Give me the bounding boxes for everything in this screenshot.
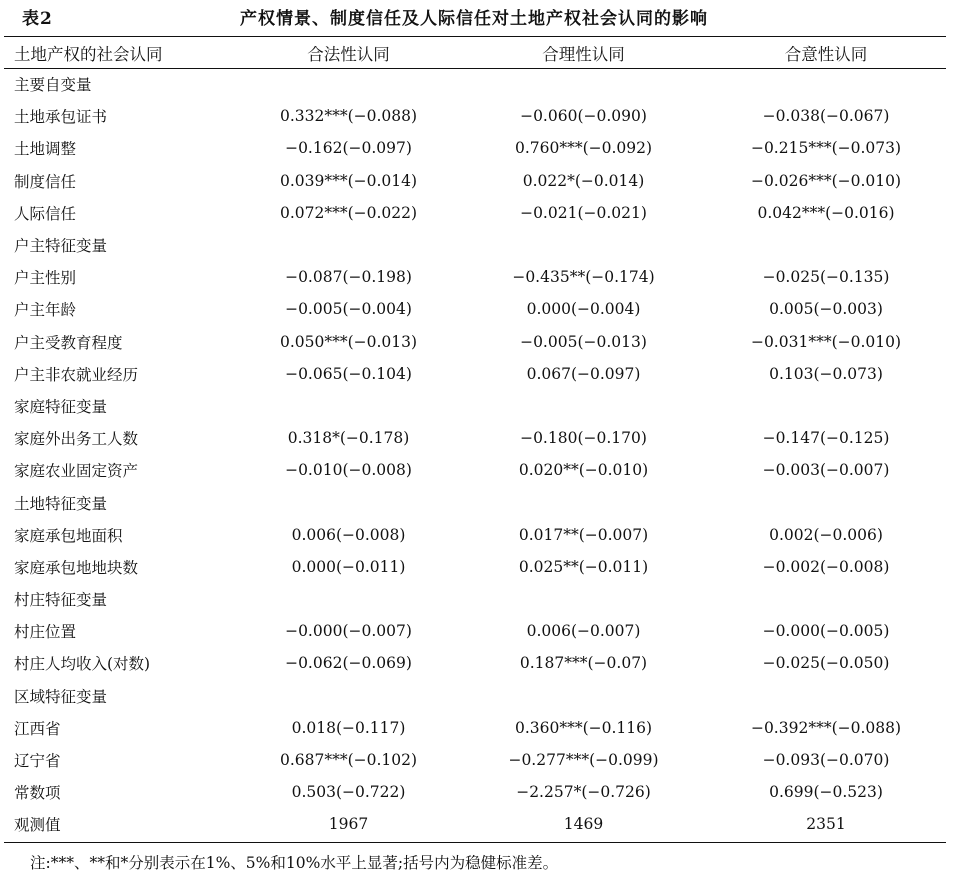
cell-legitimacy bbox=[226, 680, 471, 712]
row-label: 土地调整 bbox=[14, 140, 77, 159]
row-label: 家庭外出务工人数 bbox=[14, 430, 139, 449]
cell-rationality: 0.067(−0.097) bbox=[526, 364, 641, 383]
table-number: 表2 bbox=[22, 9, 53, 29]
cell-desirability: −0.392***(−0.088) bbox=[750, 718, 902, 737]
table-row bbox=[4, 422, 953, 454]
row-label: 家庭农业固定资产 bbox=[14, 462, 139, 481]
table-row bbox=[4, 100, 953, 132]
cell-desirability: −0.000(−0.005) bbox=[762, 622, 890, 641]
table-row bbox=[4, 583, 953, 615]
cell-rationality: −0.435**(−0.174) bbox=[512, 268, 655, 287]
table-row bbox=[4, 197, 953, 229]
cell-desirability: 0.699(−0.523) bbox=[769, 783, 883, 802]
cell-desirability: −0.147(−0.125) bbox=[762, 429, 890, 448]
cell-rationality: 0.022*(−0.014) bbox=[522, 171, 645, 190]
cell-legitimacy: 0.072***(−0.022) bbox=[279, 203, 418, 222]
cell-legitimacy: −0.065(−0.104) bbox=[285, 364, 412, 383]
cell-legitimacy bbox=[226, 583, 471, 615]
table-note: 注:***、**和*分别表示在1%、5%和10%水平上显著;括号内为稳健标准差。 bbox=[30, 854, 559, 872]
table-row bbox=[4, 454, 953, 486]
cell-rationality: −0.060(−0.090) bbox=[520, 107, 647, 126]
row-label: 制度信任 bbox=[14, 172, 77, 191]
table-row bbox=[4, 68, 953, 100]
cell-legitimacy: 0.318*(−0.178) bbox=[287, 429, 410, 448]
table-row bbox=[4, 486, 953, 518]
cell-rationality bbox=[471, 583, 696, 615]
table-row bbox=[4, 293, 953, 325]
cell-rationality: −2.257*(−0.726) bbox=[516, 783, 651, 802]
table-caption bbox=[0, 0, 953, 30]
table-row bbox=[4, 390, 953, 422]
cell-legitimacy: 0.332***(−0.088) bbox=[279, 107, 418, 126]
table-row bbox=[4, 647, 953, 679]
row-label: 人际信任 bbox=[14, 204, 77, 223]
bottom-rule bbox=[4, 842, 946, 843]
row-label: 辽宁省 bbox=[14, 752, 61, 771]
cell-desirability bbox=[696, 68, 953, 100]
cell-desirability: −0.215***(−0.073) bbox=[750, 139, 902, 158]
cell-desirability bbox=[696, 229, 953, 261]
table-row bbox=[4, 808, 953, 840]
cell-rationality: −0.021(−0.021) bbox=[520, 203, 647, 222]
cell-desirability: 0.005(−0.003) bbox=[769, 300, 883, 319]
cell-rationality bbox=[471, 229, 696, 261]
cell-rationality: 0.000(−0.004) bbox=[526, 300, 641, 319]
cell-legitimacy bbox=[226, 486, 471, 518]
cell-legitimacy: 0.006(−0.008) bbox=[291, 525, 406, 544]
cell-rationality: −0.180(−0.170) bbox=[520, 429, 647, 448]
cell-desirability: 2351 bbox=[806, 815, 846, 834]
row-label: 家庭特征变量 bbox=[14, 397, 108, 416]
cell-desirability: 0.002(−0.006) bbox=[769, 525, 883, 544]
cell-legitimacy: −0.062(−0.069) bbox=[285, 654, 412, 673]
cell-desirability bbox=[696, 486, 953, 518]
cell-rationality: 1469 bbox=[563, 815, 604, 834]
table-row bbox=[4, 712, 953, 744]
row-label: 村庄特征变量 bbox=[14, 591, 108, 610]
cell-desirability: −0.003(−0.007) bbox=[762, 461, 890, 480]
table-title: 产权情景、制度信任及人际信任对土地产权社会认同的影响 bbox=[240, 9, 708, 29]
cell-rationality: 0.020**(−0.010) bbox=[518, 461, 649, 480]
row-label: 户主年龄 bbox=[14, 301, 77, 320]
cell-legitimacy bbox=[226, 68, 471, 100]
cell-legitimacy bbox=[226, 390, 471, 422]
header-desirability: 合意性认同 bbox=[784, 44, 868, 64]
row-label: 区域特征变量 bbox=[14, 687, 108, 706]
cell-legitimacy: 1967 bbox=[328, 815, 369, 834]
cell-legitimacy bbox=[226, 229, 471, 261]
cell-desirability: −0.025(−0.135) bbox=[762, 268, 890, 287]
cell-legitimacy: −0.162(−0.097) bbox=[285, 139, 412, 158]
cell-desirability: −0.093(−0.070) bbox=[762, 751, 890, 770]
row-label: 村庄位置 bbox=[14, 623, 77, 642]
header-dependent-variable: 土地产权的社会认同 bbox=[14, 44, 163, 64]
table-row bbox=[4, 776, 953, 808]
cell-legitimacy: 0.687***(−0.102) bbox=[279, 751, 418, 770]
cell-legitimacy: −0.000(−0.007) bbox=[285, 622, 412, 641]
cell-rationality: −0.005(−0.013) bbox=[520, 332, 647, 351]
row-label: 村庄人均收入(对数) bbox=[14, 655, 151, 674]
cell-rationality: 0.187***(−0.07) bbox=[519, 654, 648, 673]
table-row bbox=[4, 326, 953, 358]
table-body bbox=[4, 68, 953, 841]
row-label: 户主性别 bbox=[14, 269, 77, 288]
row-label: 户主非农就业经历 bbox=[14, 365, 139, 384]
cell-desirability: −0.025(−0.050) bbox=[762, 654, 890, 673]
table-row bbox=[4, 229, 953, 261]
cell-legitimacy: −0.087(−0.198) bbox=[285, 268, 412, 287]
table-row bbox=[4, 132, 953, 164]
row-label: 家庭承包地面积 bbox=[14, 526, 123, 545]
cell-desirability: −0.038(−0.067) bbox=[762, 107, 890, 126]
table-row bbox=[4, 519, 953, 551]
header-rationality: 合理性认同 bbox=[542, 44, 625, 64]
row-label: 户主受教育程度 bbox=[14, 333, 123, 352]
cell-rationality: 0.360***(−0.116) bbox=[514, 718, 653, 737]
table-row bbox=[4, 680, 953, 712]
cell-rationality: 0.760***(−0.092) bbox=[514, 139, 653, 158]
row-label: 常数项 bbox=[14, 784, 61, 803]
table-row bbox=[4, 261, 953, 293]
regression-table bbox=[4, 37, 953, 841]
cell-desirability: −0.031***(−0.010) bbox=[750, 332, 902, 351]
cell-rationality: −0.277***(−0.099) bbox=[508, 751, 659, 770]
row-label: 家庭承包地地块数 bbox=[14, 558, 139, 577]
header-legitimacy: 合法性认同 bbox=[307, 44, 390, 64]
table-row bbox=[4, 165, 953, 197]
row-label: 江西省 bbox=[14, 719, 61, 738]
row-label: 观测值 bbox=[14, 816, 61, 835]
cell-legitimacy: 0.050***(−0.013) bbox=[279, 332, 418, 351]
cell-rationality bbox=[471, 390, 696, 422]
cell-desirability: 0.042***(−0.016) bbox=[757, 203, 895, 222]
row-label: 主要自变量 bbox=[14, 76, 92, 95]
row-label: 户主特征变量 bbox=[14, 237, 108, 256]
table-row bbox=[4, 358, 953, 390]
cell-rationality: 0.017**(−0.007) bbox=[518, 525, 649, 544]
cell-rationality: 0.006(−0.007) bbox=[526, 622, 641, 641]
header-row bbox=[4, 37, 953, 68]
row-label: 土地承包证书 bbox=[14, 108, 108, 127]
cell-rationality bbox=[471, 486, 696, 518]
table-row bbox=[4, 615, 953, 647]
cell-desirability: −0.002(−0.008) bbox=[762, 557, 890, 576]
cell-legitimacy: −0.005(−0.004) bbox=[285, 300, 412, 319]
cell-legitimacy: 0.000(−0.011) bbox=[291, 557, 406, 576]
cell-legitimacy: −0.010(−0.008) bbox=[285, 461, 412, 480]
cell-desirability: −0.026***(−0.010) bbox=[750, 171, 902, 190]
cell-rationality: 0.025**(−0.011) bbox=[518, 557, 649, 576]
row-label: 土地特征变量 bbox=[14, 494, 108, 513]
cell-desirability bbox=[696, 680, 953, 712]
table-row bbox=[4, 551, 953, 583]
cell-legitimacy: 0.039***(−0.014) bbox=[279, 171, 418, 190]
cell-desirability: 0.103(−0.073) bbox=[769, 364, 883, 383]
cell-legitimacy: 0.018(−0.117) bbox=[291, 718, 406, 737]
table-row bbox=[4, 744, 953, 776]
cell-desirability bbox=[696, 390, 953, 422]
cell-legitimacy: 0.503(−0.722) bbox=[291, 783, 406, 802]
cell-rationality bbox=[471, 68, 696, 100]
cell-desirability bbox=[696, 583, 953, 615]
cell-rationality bbox=[471, 680, 696, 712]
